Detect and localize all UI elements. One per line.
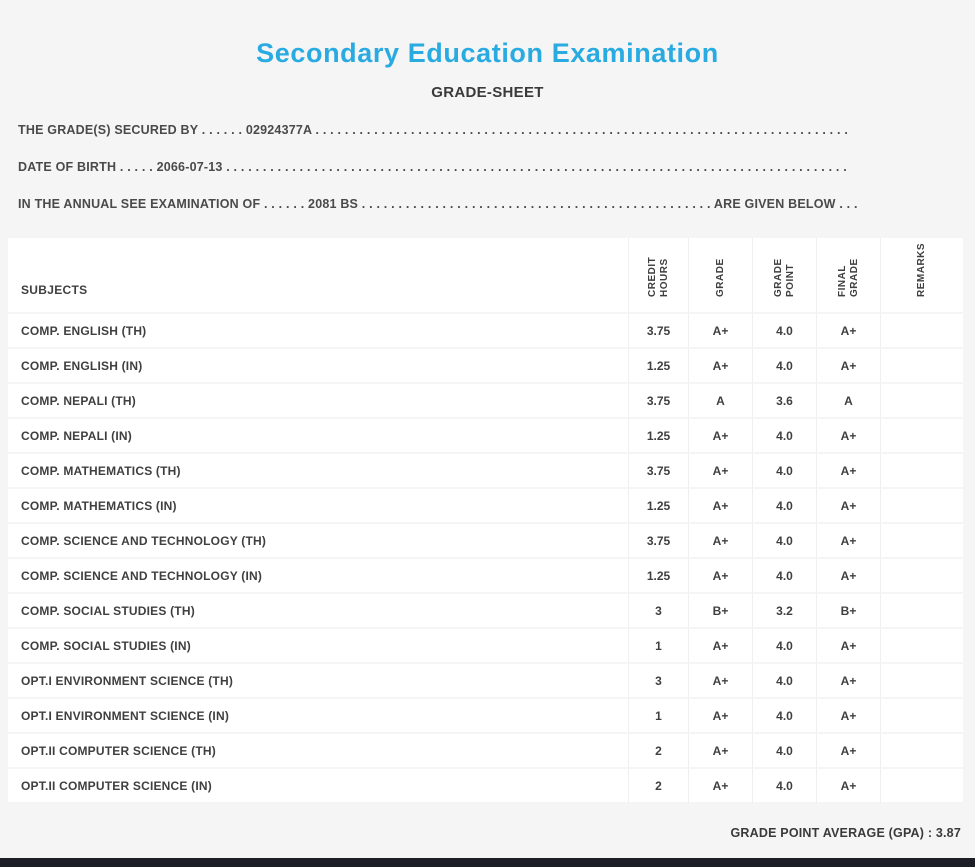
table-row: [8, 524, 963, 559]
remarks-cell: [880, 559, 963, 594]
grade-table: [8, 238, 963, 804]
grade-point-cell: 4.0: [752, 314, 816, 349]
col-header-grade: [688, 238, 752, 314]
subject-cell: COMP. MATHEMATICS (TH): [8, 454, 628, 489]
subject-cell: COMP. SCIENCE AND TECHNOLOGY (IN): [8, 559, 628, 594]
candidate-info-block: [18, 123, 961, 212]
grade-cell: A+: [688, 734, 752, 769]
grade-cell: A+: [688, 699, 752, 734]
col-header-grade-point: [752, 238, 816, 314]
table-row: [8, 664, 963, 699]
grade-point-cell: 4.0: [752, 734, 816, 769]
remarks-cell: [880, 769, 963, 804]
credit-hours-cell: 1: [628, 699, 688, 734]
credit-hours-vertical-label: CREDIT HOURS: [646, 256, 670, 297]
footer-bar: [0, 858, 975, 867]
final-grade-cell: A+: [816, 454, 880, 489]
credit-hours-cell: 3: [628, 594, 688, 629]
subject-cell: COMP. NEPALI (IN): [8, 419, 628, 454]
subject-cell: OPT.I ENVIRONMENT SCIENCE (IN): [8, 699, 628, 734]
grade-point-cell: 4.0: [752, 524, 816, 559]
credit-hours-cell: 1.25: [628, 419, 688, 454]
final-grade-cell: A+: [816, 734, 880, 769]
grade-cell: A+: [688, 314, 752, 349]
table-row: [8, 314, 963, 349]
grade-cell: B+: [688, 594, 752, 629]
grade-point-cell: 4.0: [752, 629, 816, 664]
gpa-summary: GRADE POINT AVERAGE (GPA) : 3.87: [730, 826, 961, 840]
subject-cell: COMP. SCIENCE AND TECHNOLOGY (TH): [8, 524, 628, 559]
table-row: [8, 559, 963, 594]
table-row: [8, 629, 963, 664]
final-grade-vertical-label: FINAL GRADE: [836, 258, 860, 297]
subject-cell: COMP. MATHEMATICS (IN): [8, 489, 628, 524]
grade-cell: A: [688, 384, 752, 419]
remarks-vertical-label: REMARKS: [916, 242, 927, 297]
credit-hours-cell: 1.25: [628, 559, 688, 594]
table-header-row: [8, 238, 963, 314]
remarks-cell: [880, 384, 963, 419]
credit-hours-cell: 3.75: [628, 314, 688, 349]
subject-cell: OPT.II COMPUTER SCIENCE (TH): [8, 734, 628, 769]
page-title: Secondary Education Examination: [256, 38, 719, 68]
grade-point-cell: 4.0: [752, 419, 816, 454]
col-header-subjects: SUBJECTS: [8, 238, 628, 314]
credit-hours-cell: 3.75: [628, 524, 688, 559]
remarks-cell: [880, 594, 963, 629]
credit-hours-cell: 3: [628, 664, 688, 699]
final-grade-cell: A+: [816, 524, 880, 559]
final-grade-cell: A: [816, 384, 880, 419]
remarks-cell: [880, 454, 963, 489]
final-grade-cell: A+: [816, 559, 880, 594]
grade-point-cell: 4.0: [752, 769, 816, 804]
subject-cell: COMP. ENGLISH (TH): [8, 314, 628, 349]
credit-hours-cell: 1.25: [628, 489, 688, 524]
subject-cell: OPT.I ENVIRONMENT SCIENCE (TH): [8, 664, 628, 699]
table-row: [8, 419, 963, 454]
subject-cell: OPT.II COMPUTER SCIENCE (IN): [8, 769, 628, 804]
grade-point-vertical-label: GRADE POINT: [772, 258, 796, 297]
remarks-cell: [880, 664, 963, 699]
credit-hours-cell: 2: [628, 734, 688, 769]
table-row: [8, 489, 963, 524]
grade-point-cell: 3.6: [752, 384, 816, 419]
col-header-final-grade: [816, 238, 880, 314]
col-header-remarks: [880, 238, 963, 314]
final-grade-cell: A+: [816, 349, 880, 384]
grade-cell: A+: [688, 769, 752, 804]
final-grade-cell: B+: [816, 594, 880, 629]
date-of-birth-line: DATE OF BIRTH . . . . . 2066-07-13 . . . . . . . . . . . . . . . . . . . . . . . . . . . . . . . . . . . . . . . . . . . . . . . . . . . . . . . . . . . . . . . . . . . . . . . . . . . . . . . . . . . . .: [18, 160, 847, 174]
grades-secured-by-line: THE GRADE(S) SECURED BY . . . . . . 02924377A . . . . . . . . . . . . . . . . . . . . . . . . . . . . . . . . . . . . . . . . . . . . . . . . . . . . . . . . . . . . . . . . . . . . . . . . .: [18, 123, 849, 137]
remarks-cell: [880, 629, 963, 664]
grade-cell: A+: [688, 349, 752, 384]
remarks-cell: [880, 524, 963, 559]
final-grade-cell: A+: [816, 629, 880, 664]
subject-cell: COMP. SOCIAL STUDIES (IN): [8, 629, 628, 664]
table-row: [8, 769, 963, 804]
final-grade-cell: A+: [816, 769, 880, 804]
grade-point-cell: 4.0: [752, 559, 816, 594]
grade-cell: A+: [688, 664, 752, 699]
subject-cell: COMP. ENGLISH (IN): [8, 349, 628, 384]
final-grade-cell: A+: [816, 489, 880, 524]
subject-cell: COMP. NEPALI (TH): [8, 384, 628, 419]
grade-point-cell: 4.0: [752, 664, 816, 699]
grade-cell: A+: [688, 489, 752, 524]
table-row: [8, 349, 963, 384]
grade-table-body: [8, 314, 963, 804]
credit-hours-cell: 2: [628, 769, 688, 804]
remarks-cell: [880, 734, 963, 769]
grade-point-cell: 4.0: [752, 454, 816, 489]
final-grade-cell: A+: [816, 664, 880, 699]
credit-hours-cell: 3.75: [628, 384, 688, 419]
grade-point-cell: 3.2: [752, 594, 816, 629]
table-row: [8, 454, 963, 489]
credit-hours-cell: 3.75: [628, 454, 688, 489]
final-grade-cell: A+: [816, 314, 880, 349]
grade-vertical-label: GRADE: [714, 258, 726, 297]
grade-cell: A+: [688, 419, 752, 454]
remarks-cell: [880, 699, 963, 734]
credit-hours-cell: 1.25: [628, 349, 688, 384]
grade-cell: A+: [688, 524, 752, 559]
page-subtitle: GRADE-SHEET: [431, 84, 544, 101]
grade-cell: A+: [688, 559, 752, 594]
subject-cell: COMP. SOCIAL STUDIES (TH): [8, 594, 628, 629]
final-grade-cell: A+: [816, 419, 880, 454]
credit-hours-cell: 1: [628, 629, 688, 664]
table-row: [8, 699, 963, 734]
final-grade-cell: A+: [816, 699, 880, 734]
grade-point-cell: 4.0: [752, 489, 816, 524]
examination-year-line: IN THE ANNUAL SEE EXAMINATION OF . . . . . . 2081 BS . . . . . . . . . . . . . . . . . . . . . . . . . . . . . . . . . . . . . . . . . . . . . . . . ARE GIVEN BELOW . . .: [18, 197, 858, 211]
remarks-cell: [880, 349, 963, 384]
grade-cell: A+: [688, 629, 752, 664]
col-header-credit-hours: [628, 238, 688, 314]
grade-point-cell: 4.0: [752, 349, 816, 384]
table-row: [8, 594, 963, 629]
grade-point-cell: 4.0: [752, 699, 816, 734]
remarks-cell: [880, 419, 963, 454]
remarks-cell: [880, 489, 963, 524]
table-row: [8, 734, 963, 769]
table-row: [8, 384, 963, 419]
grade-cell: A+: [688, 454, 752, 489]
remarks-cell: [880, 314, 963, 349]
